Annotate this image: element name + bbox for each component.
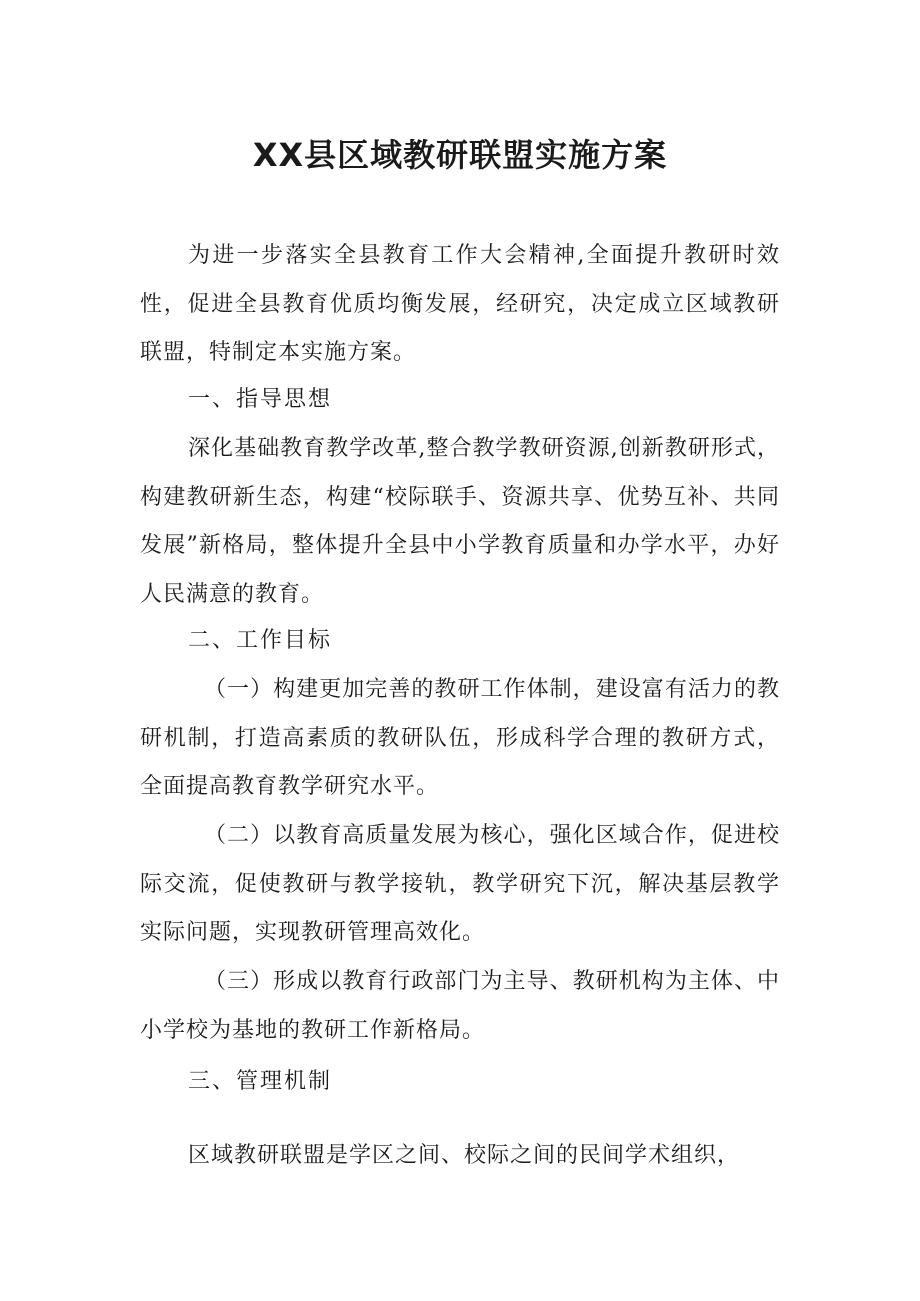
- guiding-ideology-paragraph: 深化基础教育教学改革,整合教学教研资源,创新教研形式，构建教研新生态，构建“校际联手、资源共享、优势互补、共同发展”新格局，整体提升全县中小学教育质量和办学水平，办好人民满意的教育。: [140, 436, 780, 607]
- document-title: XX县区域教研联盟实施方案: [252, 136, 668, 174]
- management-paragraph: 区域教研联盟是学区之间、校际之间的民间学术组织，: [188, 1143, 741, 1168]
- goal-item-2: （二）以教育高质量发展为核心，强化区域合作，促进校际交流，促使教研与教学接轨，教学研究下沉，解决基层教学实际问题，实现教研管理高效化。: [140, 823, 780, 945]
- goal-item-1: （一）构建更加完善的教研工作体制，建设富有活力的教研机制，打造高素质的教研队伍，形成科学合理的教研方式，全面提高教育教学研究水平。: [140, 677, 780, 799]
- section-heading-work-goals: 二、工作目标: [188, 628, 333, 653]
- intro-paragraph: 为进一步落实全县教育工作大会精神,全面提升教研时效性，促进全县教育优质均衡发展，经研究，决定成立区域教研联盟，特制定本实施方案。: [140, 243, 780, 365]
- section-heading-management: 三、管理机制: [188, 1069, 333, 1094]
- section-heading-guiding-ideology: 一、指导思想: [188, 387, 333, 412]
- goal-item-3: （三）形成以教育行政部门为主导、教研机构为主体、中小学校为基地的教研工作新格局。: [140, 969, 780, 1043]
